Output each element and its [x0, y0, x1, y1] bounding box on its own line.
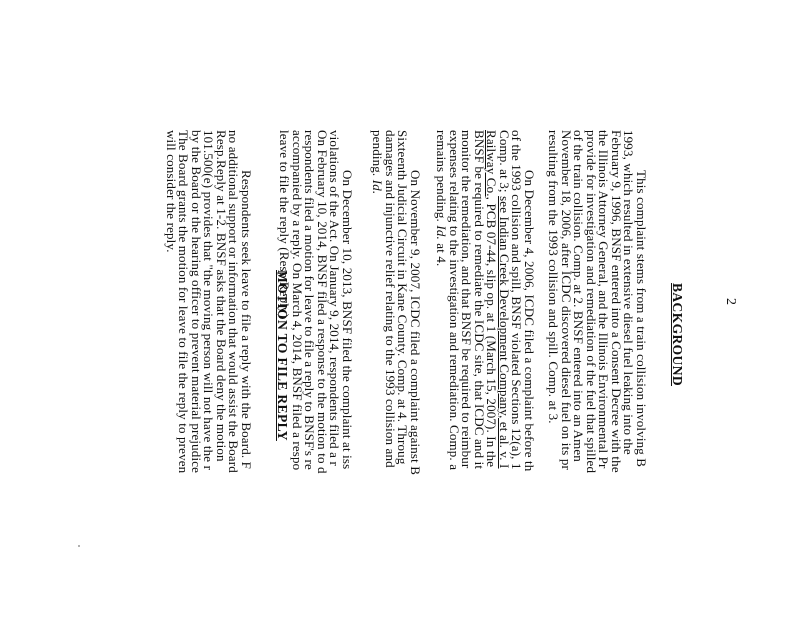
text-line: leave to file the reply (Resp.Reply)	[277, 130, 293, 319]
text-line: On February 10, 2014, BNSF filed a response to the motion to d	[315, 130, 330, 474]
text-line: The Board grants the motion for leave to file the reply to preven	[176, 130, 192, 474]
text-line: damages and injunctive relief relating to the 1993 collision and	[383, 130, 398, 468]
page-number: 2	[723, 298, 738, 305]
text-line: 1993, which resulted in extensive diesel fuel leaking into the	[621, 130, 637, 455]
text-line: pending. Id.	[370, 130, 386, 195]
emphasized-text: see Indian Creek Development Company, et al. v. I	[497, 196, 512, 469]
text-line: 101.500(e) provides that "the moving person will not have the r	[201, 130, 217, 471]
text-line: On December 4, 2006, ICDC filed a complaint before th	[522, 170, 537, 472]
text-line: Resp.Reply at 1-2. BNSF asks that the Board deny the motion	[214, 130, 229, 462]
text-line: of the train collision. Comp. at 2. BNSF entered into an Amen	[571, 130, 587, 462]
text-line: BNSF be required to remediate the ICDC site, that ICDC and it	[472, 130, 487, 470]
emphasized-text: Id.	[370, 179, 386, 195]
text-line: February 9, 1996, BNSF entered into a Consent Decree with the	[609, 130, 624, 473]
text-line: On December 10, 2013, BNSF filed the complaint at iss	[340, 170, 355, 470]
text-line: will consider the reply.	[164, 130, 179, 253]
text-line: the Illinois Attorney General, and the Illinois Environmental Pr	[596, 130, 612, 469]
text-line: respondents filed a motion for leave to file a reply to BNSF's re	[302, 130, 318, 470]
text-line: violations of the Act. On January 9, 2014, respondents filed a r	[327, 130, 343, 466]
scan-speck	[78, 545, 80, 547]
text-line: by the Board or the hearing officer to prevent material prejudice	[189, 130, 204, 474]
text-line: resulting from the 1993 collision and spill. Comp. at 3.	[546, 130, 562, 424]
text-line: no additional support or information that would assist the Board	[226, 130, 242, 473]
text-line: remains pending. Id. at 4.	[434, 130, 450, 267]
text-line: of the 1993 collision and spill, BNSF violated Sections 12(a), 1	[509, 130, 525, 470]
text-line: This complaint stems from a train collision involving B	[634, 170, 649, 468]
emphasized-text: Id.	[434, 225, 450, 240]
text-line: Sixteenth Judicial Circuit in Kane County. Comp. at 4. Throug	[395, 130, 411, 465]
text-line: On November 9, 2007, ICDC filed a complaint against B	[408, 170, 423, 476]
text-line: Comp. at 3; see Indian Creek Development Company, et al. v. I	[497, 130, 512, 469]
emphasized-text: Railway Co.	[484, 130, 500, 197]
text-line: provide for investigation and remediation of the fuel that spilled	[584, 130, 599, 474]
motion-heading: MOTION TO FILE REPLY	[275, 270, 290, 441]
text-line: expenses relating to the investigation and remediation. Comp. a	[447, 130, 462, 471]
text-line: accompanied by a reply. On March 4, 2014, BNSF filed a respo	[290, 130, 305, 471]
text-line: Railway Co., PCB 07-44, slip op. at 1 (March 15, 2007). In the	[484, 130, 500, 468]
text-line: November 18, 2006, after ICDC discovered diesel fuel on its pr	[559, 130, 574, 470]
text-line: monitor the remediation, and that BNSF be required to reimbur	[459, 130, 475, 469]
background-heading: BACKGROUND	[670, 283, 685, 387]
text-line: Respondents seek leave to file a reply with the Board. F	[239, 170, 254, 470]
